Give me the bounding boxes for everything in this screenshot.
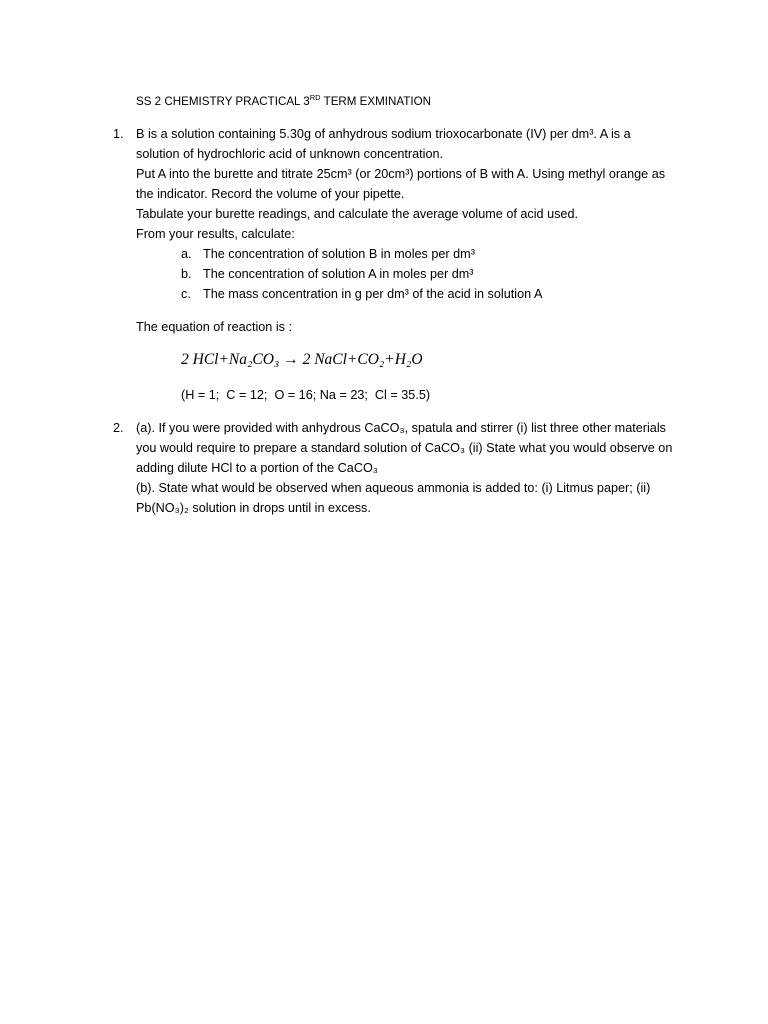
atomic-masses: (H = 1; C = 12; O = 16; Na = 23; Cl = 35.5) [181,388,431,402]
question-2 [113,418,753,518]
question-line: you would require to prepare a standard solution of CaCO₃ (ii) State what you would observe on [136,441,673,455]
question-number: 2. [113,421,124,435]
question-line: B is a solution containing 5.30g of anhydrous sodium trioxocarbonate (IV) per dm³. A is a [136,127,631,141]
sub-question-b [136,264,753,284]
exam-title-superscript: RD [309,93,321,102]
sub-question-text: The concentration of solution B in moles per dm³ [203,247,475,261]
question-1 [113,124,753,405]
question-line: Pb(NO₃)₂ solution in drops until in excess. [136,501,371,515]
question-line: solution of hydrochloric acid of unknown concentration. [136,147,444,161]
question-line: Tabulate your burette readings, and calculate the average volume of acid used. [136,207,579,221]
sub-question-list [136,244,753,304]
question-line: (b). State what would be observed when aqueous ammonia is added to: (i) Litmus paper; (ii) [136,481,651,495]
question-line: adding dilute HCl to a portion of the CaCO₃ [136,461,378,475]
exam-title [136,92,431,112]
question-line: the indicator. Record the volume of your pipette. [136,187,405,201]
exam-title-text: SS 2 CHEMISTRY PRACTICAL 3 [136,95,310,108]
sub-question-text: The concentration of solution A in moles per dm³ [203,267,474,281]
sub-question-c [136,284,753,304]
question-body [136,418,753,518]
equation-intro: The equation of reaction is : [136,320,292,334]
sub-question-a [136,244,753,264]
question-number: 1. [113,127,124,141]
question-line: From your results, calculate: [136,227,295,241]
question-line: (a). If you were provided with anhydrous CaCO₃, spatula and stirrer (i) list three other materials [136,421,666,435]
sub-question-label: c. [181,287,191,301]
exam-title-suffix: TERM EXMINATION [323,95,431,108]
question-body [136,124,753,405]
sub-question-text: The mass concentration in g per dm³ of the acid in solution A [203,287,543,301]
sub-question-label: b. [181,267,192,281]
question-line: Put A into the burette and titrate 25cm³ (or 20cm³) portions of B with A. Using methyl orange as [136,167,666,181]
reaction-equation: 2 HCl+Na₂CO₃ → 2 NaCl+CO₂+H₂O [181,351,423,368]
sub-question-label: a. [181,247,192,261]
